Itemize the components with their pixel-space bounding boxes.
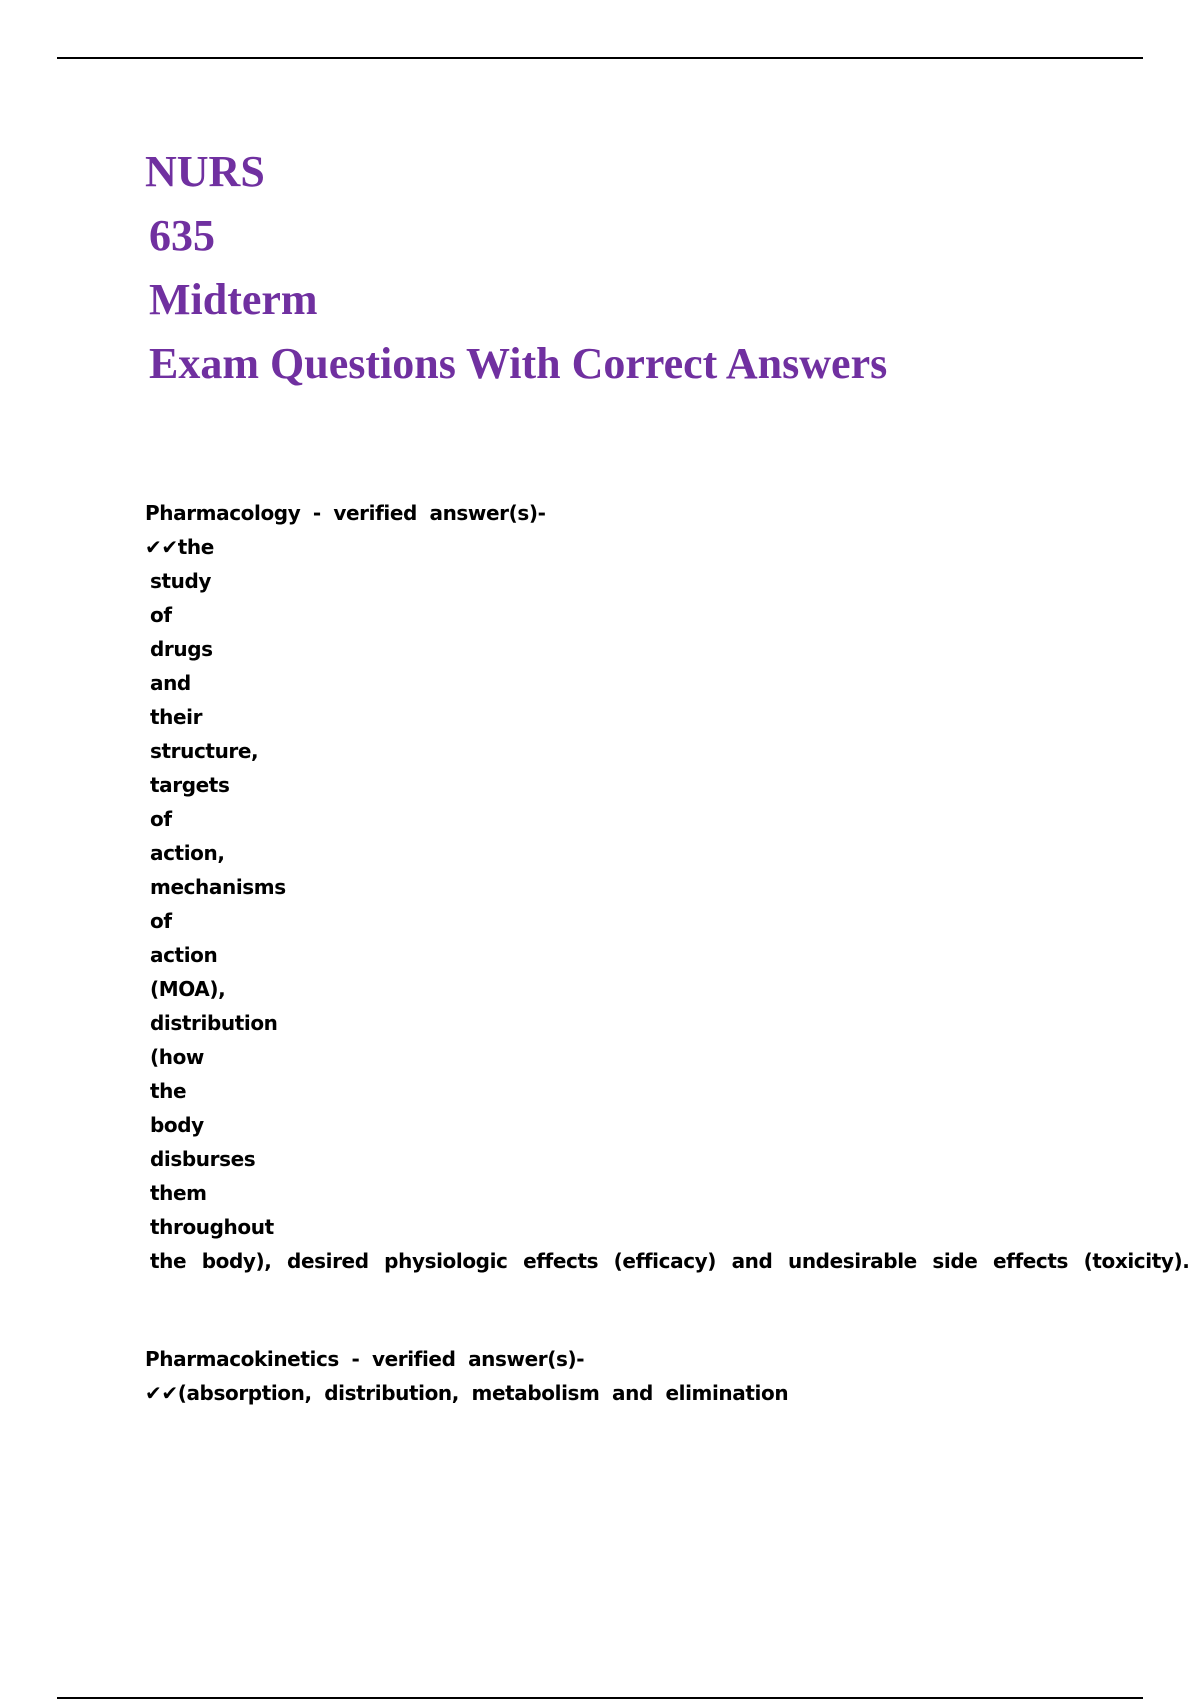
title-line-subtitle: Exam Questions With Correct Answers [149,339,888,388]
entry-answer [145,530,1190,1278]
header-rule [57,57,1143,59]
answer-word: of [150,909,172,933]
title-line-course-code: NURS [145,147,265,196]
answer-start: ✔✔the [145,535,214,559]
answer-word: body [150,1113,204,1137]
answer-word: structure, [150,739,259,763]
document-title [145,140,1045,396]
footer-rule [57,1697,1143,1699]
answer-word: targets [150,773,230,797]
answer-word: action [150,943,218,967]
answer-word: throughout [150,1215,274,1239]
answer-word: and [150,671,191,695]
answer-word: of [150,603,172,627]
entry-term: Pharmacokinetics - verified answer(s)- [145,1347,585,1371]
answer-word: drugs [150,637,213,661]
entry-term: Pharmacology - verified answer(s)- [145,501,546,525]
answer-word: (how [150,1045,204,1069]
answer-word: distribution [150,1011,278,1035]
entry-answer: ✔✔(absorption, distribution, metabolism and elimination [145,1381,789,1405]
answer-word: mechanisms [150,875,286,899]
qa-entry-pharmacology [145,496,1190,1278]
answer-word: the [150,1079,187,1103]
answer-end: the body), desired physiologic effects (efficacy) and undesirable side effects (toxicity). [150,1249,1190,1273]
answer-word: of [150,807,172,831]
answer-word: them [150,1181,207,1205]
answer-word: (MOA), [150,977,226,1001]
title-line-course-number: 635 [149,211,215,260]
answer-word: action, [150,841,225,865]
answer-word: their [150,705,203,729]
title-line-exam-type: Midterm [149,275,318,324]
answer-word: study [150,569,212,593]
qa-entry-pharmacokinetics [145,1342,1095,1410]
answer-word: disburses [150,1147,256,1171]
